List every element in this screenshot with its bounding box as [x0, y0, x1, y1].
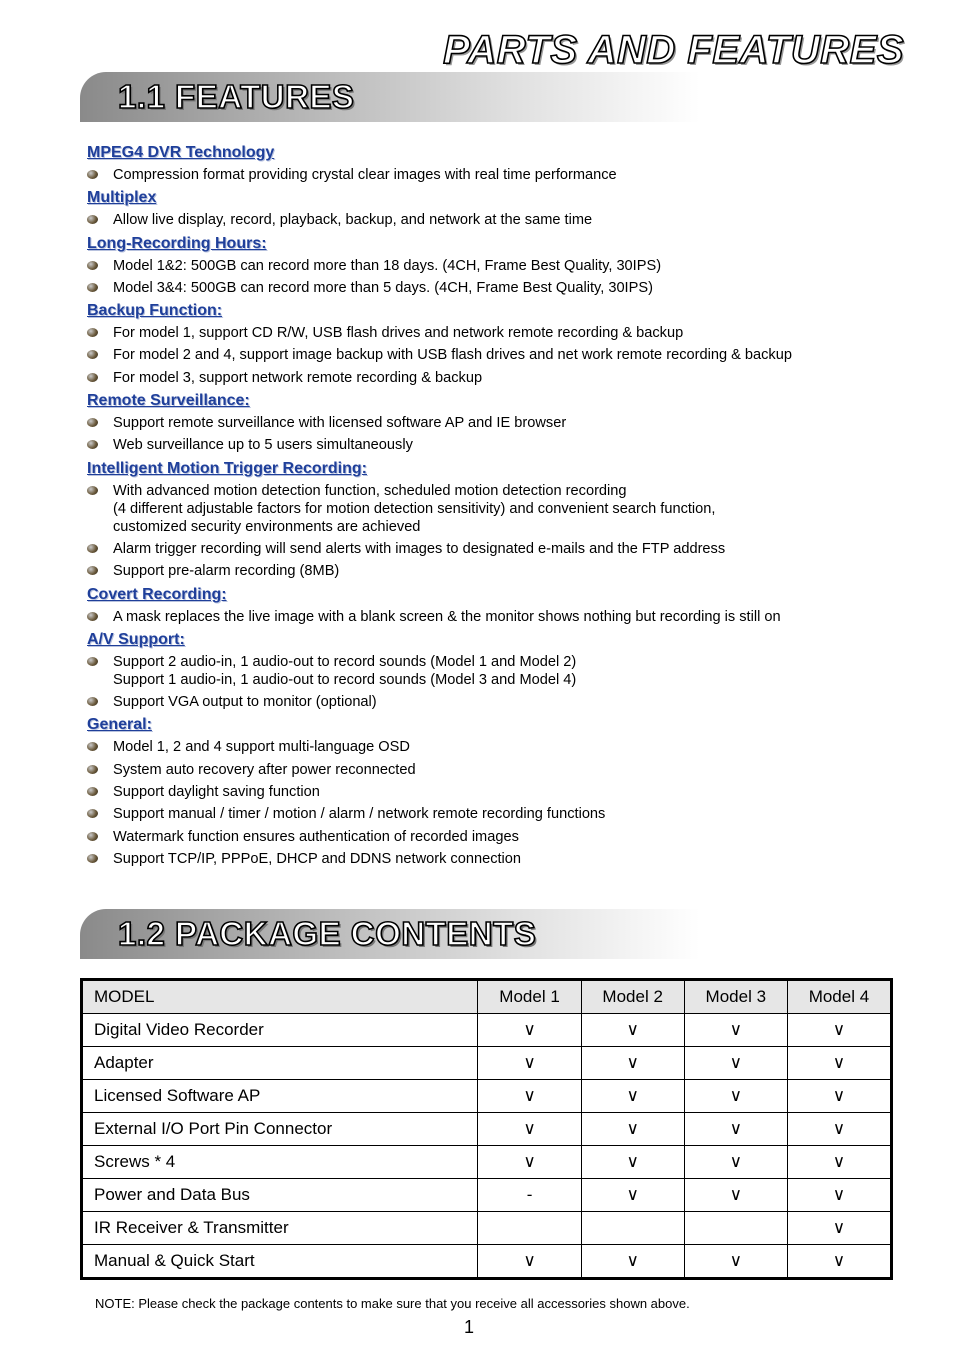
package-note: NOTE: Please check the package contents to make sure that you receive all accessories shown above.: [95, 1296, 690, 1311]
table-row: [82, 1047, 892, 1080]
feature-item: [87, 414, 887, 432]
model-check-cell: ∨: [581, 1179, 684, 1212]
section-title: 1.1 FEATURES: [118, 78, 355, 115]
model-check-cell: ∨: [581, 1146, 684, 1179]
item-name-cell: Licensed Software AP: [82, 1080, 478, 1113]
model-check-cell: ∨: [684, 1146, 787, 1179]
model-check-cell: [581, 1212, 684, 1245]
item-name-cell: Adapter: [82, 1047, 478, 1080]
feature-heading: Remote Surveillance:: [87, 392, 250, 410]
bullet-icon: [87, 373, 98, 382]
feature-item: [87, 369, 887, 387]
feature-item-text: Watermark function ensures authentication of recorded images: [113, 828, 519, 845]
feature-item-text: System auto recovery after power reconnected: [113, 761, 416, 778]
feature-heading: MPEG4 DVR Technology: [87, 144, 275, 161]
feature-heading: Long-Recording Hours:: [87, 234, 267, 252]
table-header-cell: Model 2: [581, 980, 684, 1014]
feature-item-text: Compression format providing crystal clear images with real time performance: [113, 167, 617, 183]
table-row: [82, 1080, 892, 1113]
feature-item-text: Support manual / timer / motion / alarm / network remote recording functions: [113, 806, 606, 823]
feature-item: [87, 738, 887, 756]
feature-heading: A/V Support:: [87, 630, 185, 648]
bullet-icon: [87, 328, 98, 337]
feature-item: [87, 166, 887, 184]
model-check-cell: -: [478, 1179, 581, 1212]
model-check-cell: ∨: [478, 1113, 581, 1146]
bullet-icon: [87, 809, 98, 818]
bullet-icon: [87, 170, 98, 179]
feature-item-text: Web surveillance up to 5 users simultaneously: [113, 437, 413, 454]
bullet-icon: [87, 418, 98, 427]
feature-item: [87, 346, 887, 364]
package-contents-table: [80, 978, 893, 1280]
feature-item-text: For model 1, support CD R/W, USB flash drives and network remote recording & backup: [113, 325, 684, 342]
table-row: [82, 1113, 892, 1146]
bullet-icon: [87, 440, 98, 449]
feature-item: [87, 279, 887, 297]
feature-item-text: Support 2 audio-in, 1 audio-out to record sounds (Model 1 and Model 2) Support 1 audio-in, 1 audio-out to record sounds (Model 3 and Model 4): [113, 653, 577, 688]
model-check-cell: ∨: [581, 1113, 684, 1146]
bullet-icon: [87, 854, 98, 863]
model-check-cell: ∨: [478, 1245, 581, 1279]
model-check-cell: ∨: [581, 1245, 684, 1279]
model-check-cell: ∨: [581, 1080, 684, 1113]
feature-item: [87, 761, 887, 779]
bullet-icon: [87, 566, 98, 575]
feature-heading: Multiplex: [87, 189, 157, 207]
feature-heading: Backup Function:: [87, 302, 223, 320]
feature-item: [87, 482, 887, 536]
feature-item-text: For model 3, support network remote recording & backup: [113, 369, 483, 386]
feature-item-text: Model 3&4: 500GB can record more than 5 days. (4CH, Frame Best Quality, 30IPS): [113, 279, 653, 296]
table-header-row: [82, 980, 892, 1014]
bullet-icon: [87, 787, 98, 796]
table-row: [82, 1146, 892, 1179]
model-check-cell: ∨: [478, 1047, 581, 1080]
model-check-cell: ∨: [787, 1080, 891, 1113]
model-check-cell: ∨: [787, 1245, 891, 1279]
model-check-cell: [684, 1212, 787, 1245]
model-check-cell: [478, 1212, 581, 1245]
model-check-cell: ∨: [684, 1014, 787, 1047]
bullet-icon: [87, 283, 98, 292]
bullet-icon: [87, 742, 98, 751]
feature-item-text: With advanced motion detection function, scheduled motion detection recording (4 different adjustable factors for motion detection sensitivity) and convenient search function, customized security environments are achieved: [113, 482, 716, 535]
feature-item-text: A mask replaces the live image with a blank screen & the monitor shows nothing but recording is still on: [113, 608, 781, 625]
model-check-cell: ∨: [478, 1014, 581, 1047]
feature-heading: General:: [87, 716, 152, 734]
feature-item: [87, 257, 887, 275]
feature-heading: Covert Recording:: [87, 585, 227, 603]
item-name-cell: IR Receiver & Transmitter: [82, 1212, 478, 1245]
bullet-icon: [87, 350, 98, 359]
feature-item-text: For model 2 and 4, support image backup with USB flash drives and net work remote recording & backup: [113, 347, 792, 364]
item-name-cell: Digital Video Recorder: [82, 1014, 478, 1047]
feature-heading: Intelligent Motion Trigger Recording:: [87, 459, 367, 477]
section-header-features: [80, 72, 700, 122]
feature-item: [87, 828, 887, 846]
table-header-cell: Model 1: [478, 980, 581, 1014]
feature-item: [87, 324, 887, 342]
table-header-cell: Model 4: [787, 980, 891, 1014]
page-title: PARTS AND FEATURES: [443, 28, 904, 72]
table-row: [82, 1212, 892, 1245]
feature-item: [87, 562, 887, 580]
model-check-cell: ∨: [478, 1146, 581, 1179]
feature-item: [87, 653, 887, 689]
bullet-icon: [87, 832, 98, 841]
table-row: [82, 1014, 892, 1047]
bullet-icon: [87, 486, 98, 495]
feature-item: [87, 540, 887, 558]
bullet-icon: [87, 612, 98, 621]
feature-item-text: Model 1, 2 and 4 support multi-language OSD: [113, 739, 410, 756]
bullet-icon: [87, 657, 98, 666]
model-check-cell: ∨: [787, 1212, 891, 1245]
model-check-cell: ∨: [684, 1080, 787, 1113]
model-check-cell: ∨: [787, 1179, 891, 1212]
item-name-cell: Power and Data Bus: [82, 1179, 478, 1212]
table-row: [82, 1179, 892, 1212]
page-number: 1: [463, 1317, 474, 1337]
item-name-cell: Screws * 4: [82, 1146, 478, 1179]
model-check-cell: ∨: [478, 1080, 581, 1113]
feature-item-text: Support remote surveillance with licensed software AP and IE browser: [113, 415, 567, 432]
model-check-cell: ∨: [787, 1113, 891, 1146]
table-row: [82, 1245, 892, 1279]
bullet-icon: [87, 544, 98, 553]
feature-item-text: Support TCP/IP, PPPoE, DHCP and DDNS network connection: [113, 850, 522, 867]
feature-item-text: Allow live display, record, playback, backup, and network at the same time: [113, 212, 593, 229]
features-list: [87, 143, 887, 872]
model-check-cell: ∨: [787, 1014, 891, 1047]
model-check-cell: ∨: [581, 1014, 684, 1047]
feature-item: [87, 783, 887, 801]
feature-item-text: Support VGA output to monitor (optional): [113, 694, 377, 711]
feature-item: [87, 211, 887, 229]
model-check-cell: ∨: [684, 1047, 787, 1080]
model-check-cell: ∨: [684, 1179, 787, 1212]
bullet-icon: [87, 261, 98, 270]
model-check-cell: ∨: [684, 1113, 787, 1146]
feature-item: [87, 850, 887, 868]
item-name-cell: Manual & Quick Start: [82, 1245, 478, 1279]
table-header-cell: MODEL: [82, 980, 478, 1014]
feature-item-text: Alarm trigger recording will send alerts with images to designated e-mails and the FTP address: [113, 540, 726, 557]
section-header-package-contents: [80, 909, 700, 959]
model-check-cell: ∨: [787, 1047, 891, 1080]
bullet-icon: [87, 215, 98, 224]
feature-item-text: Model 1&2: 500GB can record more than 18 days. (4CH, Frame Best Quality, 30IPS): [113, 257, 662, 274]
feature-item: [87, 436, 887, 454]
table-header-cell: Model 3: [684, 980, 787, 1014]
model-check-cell: ∨: [787, 1146, 891, 1179]
feature-item: [87, 693, 887, 711]
section-title: 1.2 PACKAGE CONTENTS: [118, 915, 537, 952]
feature-item-text: Support pre-alarm recording (8MB): [113, 563, 340, 580]
feature-item: [87, 805, 887, 823]
bullet-icon: [87, 765, 98, 774]
bullet-icon: [87, 697, 98, 706]
feature-item-text: Support daylight saving function: [113, 784, 320, 801]
feature-item: [87, 608, 887, 626]
model-check-cell: ∨: [581, 1047, 684, 1080]
model-check-cell: ∨: [684, 1245, 787, 1279]
item-name-cell: External I/O Port Pin Connector: [82, 1113, 478, 1146]
